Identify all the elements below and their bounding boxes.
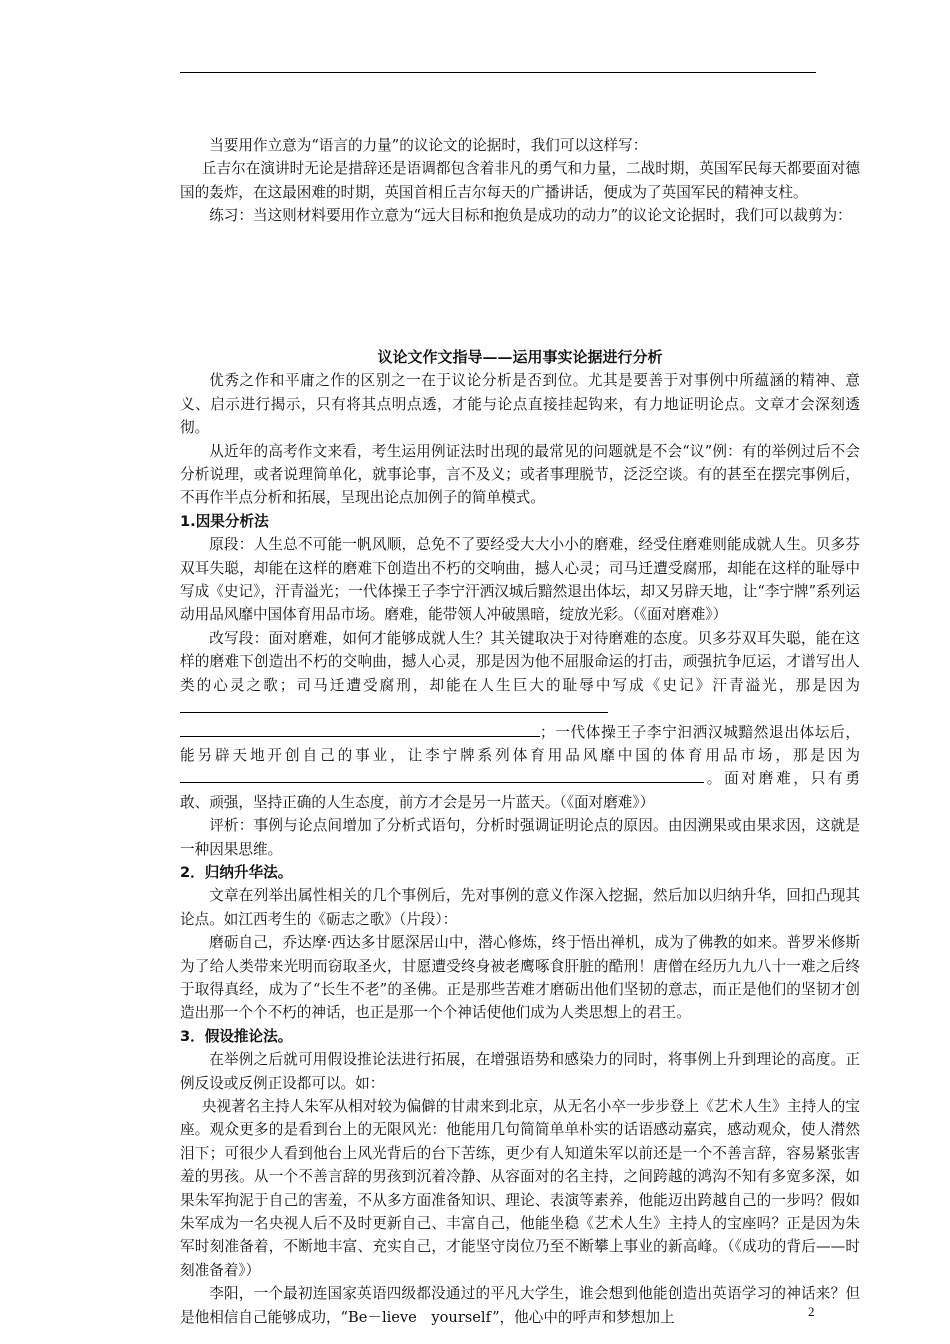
paragraph: 原段：人生总不可能一帆风顺，总免不了要经受大大小小的磨难，经受住磨难则能成就人生。贝多芬双耳失聪，却能在这样的磨难下创造出不朽的交响曲，撼人心灵；司马迁遭受腐邢，却能在这样的耻辱中写成《史记》，汗青溢光；一代体操王子李宁汗洒汉城后黯然退出体坛，却又另辟天地，让“李宁牌”系列运动用品风靡中国体育用品市场。磨难，能带领人冲破黑暗，绽放光彩。（《面对磨难》） [180, 536, 860, 624]
rewrite-text: ；一代体操王子李宁汩洒汉城黯然退出体坛后，能另辟天地开创自己的事业，让李宁牌系列体育用品风靡中国的体育用品市场，那是因为 [180, 723, 860, 764]
section-heading: 3．假设推论法。 [180, 1027, 293, 1045]
paragraph: 丘吉尔在演讲时无论是措辞还是语调都包含着非凡的勇气和力量，二战时期，英国军民每天都要面对德国的轰炸，在这最困难的时期，英国首相丘吉尔每天的广播讲话，便成为了英国军民的精神支柱。 [180, 160, 860, 201]
paragraph: 文章在列举出属性相关的几个事例后，先对事例的意义作深入挖掘，然后加以归纳升华，回扣凸现其论点。如江西考生的《砺志之歌》（片段）： [180, 887, 860, 928]
rewrite-text: 改写段：面对磨难，如何才能够成就人生？其关键取决于对待磨难的态度。贝多芬双耳失聪，能在这样的磨难下创造出不朽的交响曲，撼人心灵，那是因为他不屈服命运的打击，顽强抗争厄运，才谱写出人类的心灵之歌；司马迁遭受腐刑，却能在人生巨大的耻辱中写成《史记》汗青溢光，那是因为 [180, 629, 860, 694]
rewrite-paragraph [180, 627, 860, 814]
paragraph: 练习：当这则材料要用作立意为“远大目标和抱负是成功的动力”的议论文论据时，我们可以裁剪为： [209, 207, 852, 225]
paragraph: 李阳，一个最初连国家英语四级都没通过的平凡大学生，谁会想到他能创造出英语学习的神话来？但是他相信自己能够成功，“Be－lieve yourself”，他心中的呼声和梦想加上 [180, 1285, 860, 1326]
fill-blank[interactable] [180, 722, 540, 737]
fill-blank[interactable] [180, 768, 704, 783]
fill-blank[interactable] [180, 698, 608, 713]
rewrite-text: 。面对磨难，只有勇敢、顽强，坚持正确的人生态度，前方才会是另一片蓝天。（《面对磨难》） [180, 770, 860, 811]
paragraph: 在举例之后就可用假设推论法进行拓展，在增强语势和感染力的同时，将事例上升到理论的高度。正例反设或反例正设都可以。如： [180, 1051, 860, 1092]
paragraph: 评析：事例与论点间增加了分析式语句，分析时强调证明论点的原因。由因溯果或由果求因，这就是一种因果思维。 [180, 817, 860, 858]
paragraph: 磨砺自己，乔达摩·西达多甘愿深居山中，潜心修炼，终于悟出禅机，成为了佛教的如来。普罗米修斯为了给人类带来光明而窃取圣火，甘愿遭受终身被老鹰啄食肝脏的酷刑！唐僧在经历九九八十一难之后终于取得真经，成为了“长生不老”的圣佛。正是那些苦难才磨砺出他们坚韧的意志，而正是他们的坚韧才创造出那一个个不朽的神话，也正是那一个个神话使他们成为人类思想上的君王。 [180, 934, 860, 1022]
article [180, 346, 860, 1329]
section-heading: 1.因果分析法 [180, 512, 269, 530]
section-heading: 2．归纳升华法。 [180, 863, 293, 881]
paragraph: 当要用作立意为“语言的力量”的议论文的论据时，我们可以这样写： [209, 137, 648, 154]
header-rule [180, 72, 816, 73]
page-number: 2 [808, 1304, 815, 1319]
paragraph: 从近年的高考作文来看，考生运用例证法时出现的最常见的问题就是不会“议”例：有的举例过后不会分析说理，或者说理简单化，就事论事，言不及义；或者事理脱节，泛泛空谈。有的甚至在摆完事例后，不再作半点分析和拓展，呈现出论点加例子的简单模式。 [180, 442, 860, 507]
paragraph: 央视著名主持人朱军从相对较为偏僻的甘肃来到北京，从无名小卒一步步登上《艺术人生》主持人的宝座。观众更多的是看到台上的无限风光：他能用几句简简单单朴实的话语感动嘉宾，感动观众，使人潸然泪下；可很少人看到他台上风光背后的台下苦练，更少有人知道朱军以前还是一个不善言辞，容易紧张害羞的男孩。从一个不善言辞的男孩到沉着冷静、从容面对的名主持，之间跨越的鸿沟不知有多宽多深，如果朱军拘泥于自己的害羞，不从多方面准备知识、理论、表演等素养，他能迈出跨越自己的一步吗？假如朱军成为一名央视人后不及时更新自己、丰富自己，他能坐稳《艺术人生》主持人的宝座吗？正是因为朱军时刻准备着，不断地丰富、充实自己，才能坚守岗位乃至不断攀上事业的新高峰。（《成功的背后——时刻准备着》） [180, 1098, 860, 1279]
top-section [180, 134, 860, 228]
paragraph: 优秀之作和平庸之作的区别之一在于议论分析是否到位。尤其是要善于对事例中所蕴涵的精神、意义、启示进行揭示，只有将其点明点透，才能与论点直接挂起钩来，有力地证明论点。文章才会深刻透彻。 [180, 372, 860, 437]
article-title: 议论文作文指导——运用事实论据进行分析 [377, 348, 663, 366]
